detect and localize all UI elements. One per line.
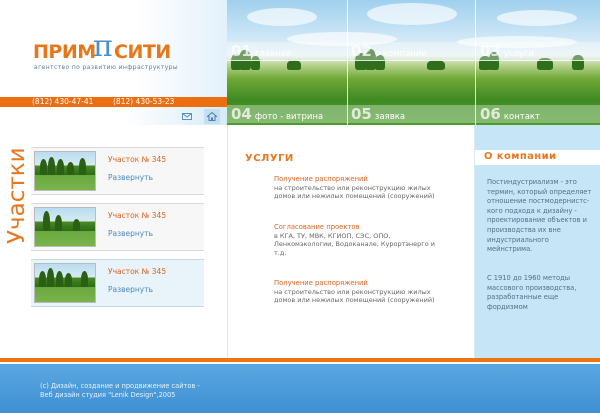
tree — [39, 271, 46, 287]
service-description: на строительство или реконструкцию жилых домов или нежилых помещений (сооружений) — [274, 183, 435, 200]
expand-link[interactable]: Развернуть — [108, 285, 154, 294]
tree — [47, 268, 54, 287]
tree — [48, 157, 55, 175]
header-photo — [227, 0, 600, 125]
service-title[interactable]: Получение распоряжений — [274, 175, 368, 183]
nav-item-services[interactable] — [480, 42, 534, 60]
logo-text-right: СИТИ — [114, 41, 171, 63]
about-header — [475, 150, 600, 165]
service-item — [274, 279, 449, 305]
nav-number: 02 — [351, 42, 372, 60]
plot-thumbnail[interactable] — [34, 263, 96, 303]
tree — [65, 273, 72, 287]
footer — [0, 364, 600, 413]
service-description: на строительство или реконструкцию жилых домов или нежилых помещений (сооружений) — [274, 287, 435, 304]
nav-item-photo-gallery[interactable] — [231, 105, 323, 123]
tree — [55, 215, 62, 231]
tree — [56, 271, 63, 287]
nav-label: фото - витрина — [254, 112, 324, 122]
plot-listing[interactable] — [31, 203, 204, 251]
expand-link[interactable]: Развернуть — [108, 173, 154, 182]
phone-bar — [0, 97, 227, 107]
plot-title: Участок № 345 — [108, 155, 167, 164]
nav-label: контакт — [503, 112, 541, 122]
tree — [81, 271, 88, 287]
plot-listing[interactable] — [31, 259, 204, 307]
plots-sidebar — [0, 125, 227, 360]
tree — [43, 211, 50, 231]
logo-pi-symbol: π — [93, 29, 113, 64]
footer-copyright — [40, 382, 200, 400]
about-title: О компании — [484, 151, 557, 162]
mail-icon[interactable] — [181, 110, 193, 122]
service-description: в КГА, ТУ, МВК, КГИОП, СЭС, ОПО, Ленкомэкологии, Водоканале, Курортэнерго и т.д. — [274, 231, 435, 257]
nav-item-contact[interactable] — [480, 105, 540, 123]
nav-number: 04 — [231, 105, 252, 123]
quick-links-bar — [0, 107, 227, 125]
logo-tagline: агентство по развитию инфраструктуры — [34, 64, 179, 71]
tree — [73, 219, 80, 231]
nav-number: 06 — [480, 105, 501, 123]
cloud — [367, 3, 457, 25]
nav-item-request[interactable] — [351, 105, 405, 123]
header-branding — [0, 0, 227, 97]
nav-number: 03 — [480, 42, 501, 60]
logo-text-left: ПРИМ — [33, 41, 96, 63]
expand-link[interactable]: Развернуть — [108, 229, 154, 238]
nav-label: услуги — [503, 49, 535, 59]
cloud — [247, 8, 317, 26]
tree — [40, 159, 47, 175]
about-paragraph: С 1910 до 1960 методы массового производства, разработанные еще фордизмом — [487, 274, 577, 311]
about-panel — [475, 125, 600, 360]
nav-item-about[interactable] — [351, 42, 427, 60]
service-item — [274, 175, 449, 201]
footer-line: (c) Дизайн, создание и продвижение сайтов - — [40, 382, 200, 390]
cloud — [497, 10, 577, 26]
footer-studio-link[interactable]: Веб дизайн студия "Lenik Design",2005 — [40, 391, 176, 399]
plots-section-title: Участки — [4, 147, 30, 244]
nav-number: 01 — [231, 42, 252, 60]
service-item — [274, 223, 449, 257]
plot-title: Участок № 345 — [108, 267, 167, 276]
phone-number-2: (812) 430-53-23 — [113, 97, 175, 106]
service-title[interactable]: Согласование проектов — [274, 223, 360, 231]
home-icon[interactable] — [204, 109, 220, 124]
nav-label: о компании — [374, 49, 427, 59]
plot-listing[interactable] — [31, 147, 204, 195]
nav-label: главная — [254, 49, 291, 59]
plot-thumbnail[interactable] — [34, 151, 96, 191]
nav-number: 05 — [351, 105, 372, 123]
nav-label: заявка — [374, 112, 406, 122]
about-paragraph: Постиндустриализм - это термин, который определяет отношение постмодернистс-кого подхода к дизайну - проектирование объектов и производства их вне индустриального мейнстрима. — [487, 178, 592, 254]
phone-number-1: (812) 430-47-41 — [32, 97, 94, 106]
plot-title: Участок № 345 — [108, 211, 167, 220]
tree — [57, 159, 64, 175]
tree — [67, 162, 74, 175]
plot-thumbnail[interactable] — [34, 207, 96, 247]
services-section — [227, 125, 475, 360]
service-title[interactable]: Получение распоряжений — [274, 279, 368, 287]
tree — [79, 158, 86, 175]
services-title: УСЛУГИ — [245, 153, 294, 164]
tree — [427, 60, 445, 70]
nav-item-home[interactable] — [231, 42, 291, 60]
